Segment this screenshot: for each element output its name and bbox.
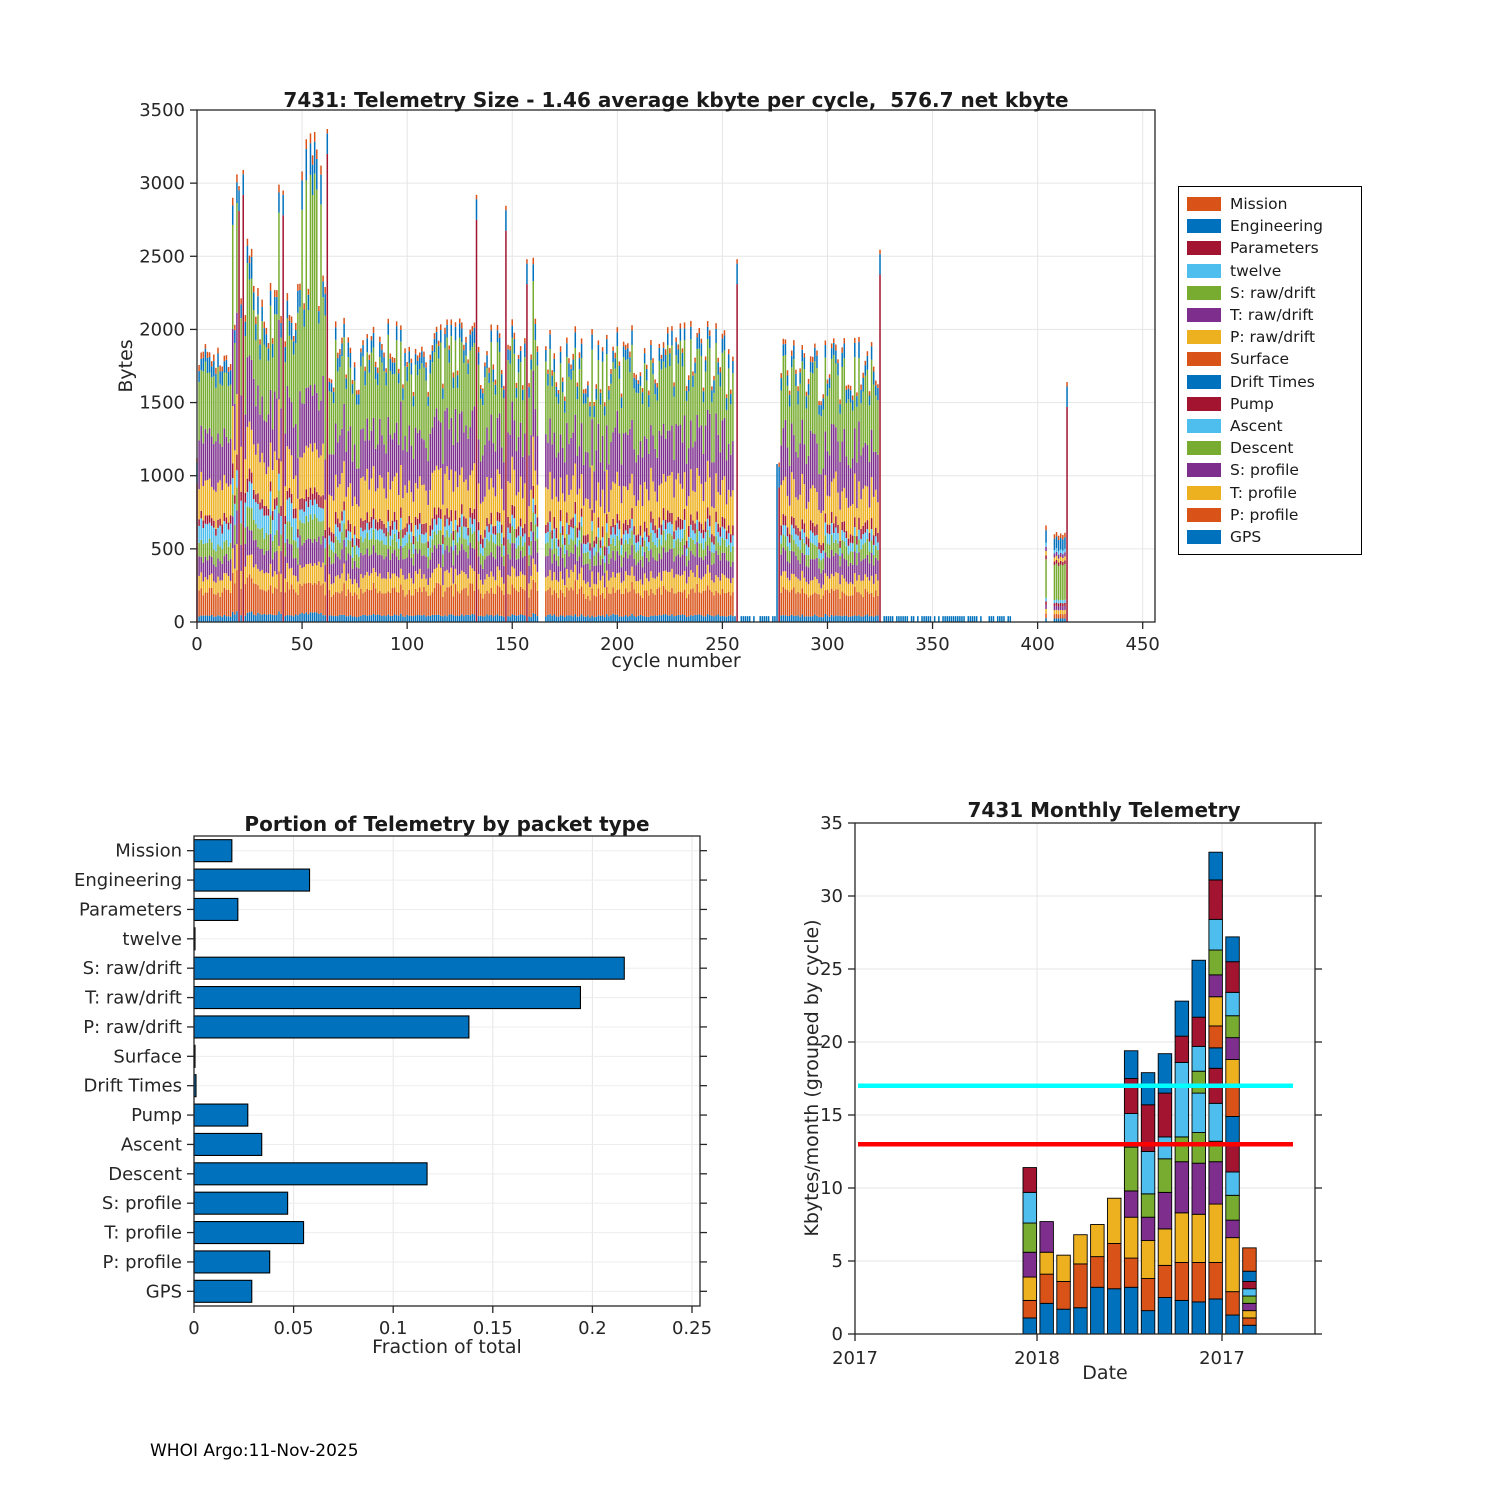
svg-text:0.1: 0.1	[378, 1318, 408, 1339]
legend-item-pump	[1187, 393, 1353, 415]
left-chart-xlabel: Fraction of total	[372, 1336, 522, 1358]
legend-swatch	[1187, 241, 1221, 255]
legend-item-p-profile	[1187, 504, 1353, 526]
svg-text:350: 350	[915, 634, 950, 655]
svg-text:Surface: Surface	[113, 1046, 182, 1068]
svg-text:0: 0	[191, 634, 203, 655]
svg-text:100: 100	[389, 634, 425, 655]
legend-label: P: raw/drift	[1230, 328, 1316, 347]
svg-text:GPS: GPS	[145, 1281, 182, 1303]
legend-swatch	[1187, 441, 1221, 455]
svg-text:250: 250	[705, 634, 740, 655]
legend-item-descent	[1187, 437, 1353, 459]
svg-text:Drift Times: Drift Times	[83, 1075, 182, 1097]
svg-text:3000: 3000	[139, 173, 185, 195]
legend-swatch	[1187, 508, 1221, 522]
svg-text:S: raw/drift: S: raw/drift	[82, 958, 182, 980]
legend-label: Pump	[1230, 394, 1274, 413]
svg-text:2017: 2017	[832, 1348, 878, 1369]
legend-label: Descent	[1230, 439, 1294, 458]
top-chart-bars	[198, 249, 1065, 622]
svg-text:T: raw/drift: T: raw/drift	[85, 987, 182, 1009]
svg-text:2018: 2018	[1014, 1348, 1060, 1369]
legend-swatch	[1187, 308, 1221, 322]
legend-item-engineering	[1187, 215, 1353, 237]
svg-text:0: 0	[173, 612, 185, 633]
svg-text:Ascent: Ascent	[120, 1134, 182, 1156]
svg-text:0.05: 0.05	[273, 1318, 314, 1339]
legend-item-parameters	[1187, 237, 1353, 259]
monthly-chart-title: 7431 Monthly Telemetry	[967, 798, 1241, 822]
svg-text:Mission: Mission	[115, 840, 182, 862]
svg-text:0.2: 0.2	[578, 1318, 607, 1339]
svg-text:35: 35	[820, 813, 843, 834]
legend-label: T: profile	[1230, 483, 1297, 502]
svg-text:S: profile: S: profile	[101, 1193, 182, 1215]
legend-box	[1178, 186, 1362, 555]
legend-label: twelve	[1230, 261, 1282, 280]
svg-text:T: profile: T: profile	[104, 1222, 182, 1244]
legend-label: Drift Times	[1230, 372, 1315, 391]
svg-text:450: 450	[1125, 634, 1160, 655]
top-chart-title: 7431: Telemetry Size - 1.46 average kbyte per cycle, 576.7 net kbyte	[283, 88, 1069, 112]
legend-item-twelve	[1187, 260, 1353, 282]
monthly-chart	[820, 813, 1322, 1369]
top-chart	[139, 100, 1160, 655]
svg-text:0.25: 0.25	[671, 1318, 713, 1339]
legend-swatch	[1187, 486, 1221, 500]
svg-text:Descent: Descent	[108, 1163, 182, 1185]
legend-item-ascent	[1187, 415, 1353, 437]
legend-label: GPS	[1230, 527, 1262, 546]
svg-text:Pump: Pump	[131, 1105, 182, 1127]
left-chart-title: Portion of Telemetry by packet type	[244, 812, 650, 836]
footer-datestamp: WHOI Argo:11-Nov-2025	[150, 1441, 359, 1461]
legend-swatch	[1187, 197, 1221, 211]
svg-text:twelve: twelve	[122, 928, 182, 950]
legend-label: Ascent	[1230, 416, 1283, 435]
svg-text:1000: 1000	[139, 465, 185, 487]
svg-text:2500: 2500	[139, 246, 185, 268]
legend-label: P: profile	[1230, 505, 1299, 524]
top-chart-xlabel: cycle number	[611, 650, 741, 672]
legend-label: Engineering	[1230, 217, 1323, 236]
svg-text:30: 30	[820, 886, 843, 907]
legend-label: S: profile	[1230, 461, 1299, 480]
legend-item-mission	[1187, 193, 1353, 215]
monthly-chart-xlabel: Date	[1082, 1362, 1128, 1384]
svg-text:500: 500	[150, 538, 185, 560]
svg-text:0: 0	[188, 1318, 200, 1339]
legend-label: Surface	[1230, 350, 1290, 369]
legend-item-gps	[1187, 526, 1353, 548]
legend-swatch	[1187, 352, 1221, 366]
legend-swatch	[1187, 330, 1221, 344]
legend-swatch	[1187, 530, 1221, 544]
svg-text:2000: 2000	[139, 319, 185, 341]
legend-swatch	[1187, 397, 1221, 411]
portion-chart	[74, 836, 712, 1339]
svg-text:5: 5	[831, 1251, 843, 1272]
legend-swatch	[1187, 419, 1221, 433]
legend-item-surface	[1187, 348, 1353, 370]
svg-text:400: 400	[1020, 634, 1055, 655]
svg-text:Engineering: Engineering	[74, 870, 182, 892]
legend-swatch	[1187, 219, 1221, 233]
svg-text:200: 200	[600, 634, 635, 655]
top-chart-ylabel: Bytes	[115, 339, 137, 393]
svg-text:10: 10	[820, 1178, 843, 1199]
legend-label: S: raw/drift	[1230, 283, 1316, 302]
svg-text:150: 150	[495, 634, 530, 655]
svg-text:3500: 3500	[139, 100, 185, 121]
svg-text:0.15: 0.15	[472, 1318, 513, 1339]
svg-text:0: 0	[831, 1324, 843, 1345]
svg-text:P: raw/drift: P: raw/drift	[83, 1016, 182, 1038]
legend-item-s-profile	[1187, 459, 1353, 481]
monthly-chart-bars	[1023, 852, 1256, 1334]
svg-text:300: 300	[810, 634, 845, 655]
legend-item-s-raw-drift	[1187, 282, 1353, 304]
svg-text:Parameters: Parameters	[78, 899, 182, 921]
legend-swatch	[1187, 264, 1221, 278]
legend-item-drift-times	[1187, 371, 1353, 393]
svg-text:20: 20	[820, 1032, 843, 1053]
monthly-chart-ylabel: Kbytes/month (grouped by cycle)	[801, 919, 823, 1237]
legend-item-t-raw-drift	[1187, 304, 1353, 326]
legend-label: T: raw/drift	[1230, 306, 1314, 325]
svg-text:50: 50	[290, 634, 314, 655]
svg-text:P: profile: P: profile	[102, 1251, 182, 1273]
legend-item-t-profile	[1187, 481, 1353, 503]
svg-text:2017: 2017	[1199, 1348, 1245, 1369]
legend-item-p-raw-drift	[1187, 326, 1353, 348]
svg-text:15: 15	[820, 1105, 843, 1126]
svg-text:1500: 1500	[139, 392, 185, 414]
legend-label: Mission	[1230, 195, 1288, 214]
legend-label: Parameters	[1230, 239, 1319, 258]
legend-swatch	[1187, 375, 1221, 389]
svg-text:25: 25	[820, 959, 843, 980]
legend-swatch	[1187, 286, 1221, 300]
legend-swatch	[1187, 463, 1221, 477]
